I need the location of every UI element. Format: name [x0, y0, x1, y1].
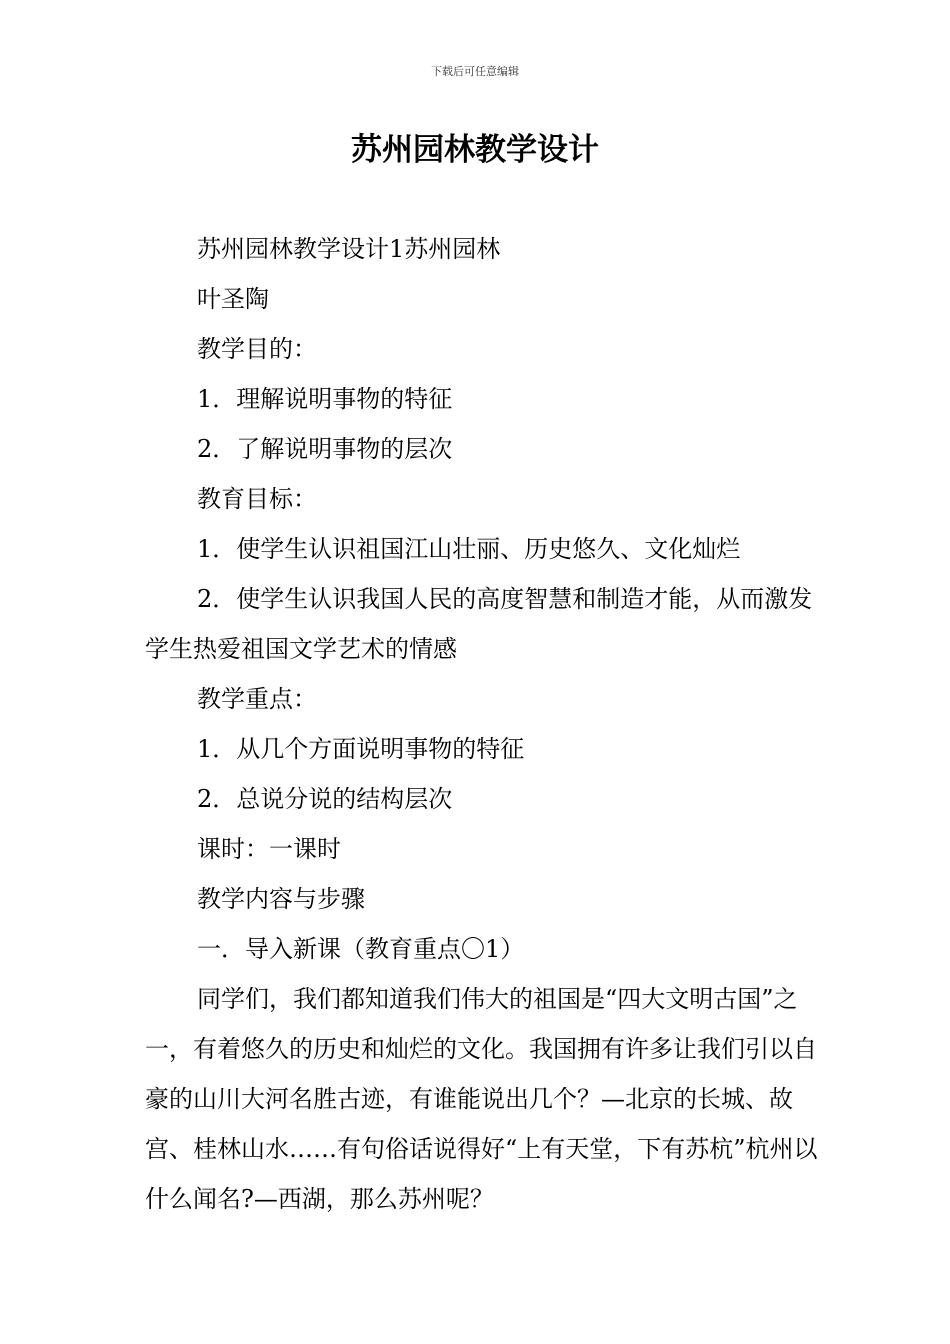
paragraph-education-goal-heading: 教育目标：: [197, 485, 317, 513]
paragraph-step-1-heading: 一．导入新课（教育重点〇1）: [197, 935, 525, 963]
header-note: 下载后可任意编辑: [431, 65, 519, 78]
paragraph-author: 叶圣陶: [197, 285, 269, 313]
paragraph-teaching-goal-heading: 教学目的：: [197, 335, 317, 363]
paragraph-content-steps: 教学内容与步骤: [197, 885, 365, 913]
document-body: [145, 224, 825, 1224]
paragraph-key-points-heading: 教学重点：: [197, 685, 317, 713]
paragraph-lesson-heading: 苏州园林教学设计1苏州园林: [197, 235, 501, 263]
paragraph-class-hours: 课时：一课时: [197, 835, 341, 863]
paragraph-education-goal-2: 2．使学生认识我国人民的高度智慧和制造才能，从而激发学生热爱祖国文学艺术的情感: [145, 585, 813, 663]
paragraph-education-goal-1: 1．使学生认识祖国江山壮丽、历史悠久、文化灿烂: [197, 535, 741, 563]
paragraph-teaching-goal-2: 2．了解说明事物的层次: [197, 435, 453, 463]
document-title: 苏州园林教学设计: [351, 132, 599, 168]
paragraph-introduction: 同学们，我们都知道我们伟大的祖国是“四大文明古国”之一，有着悠久的历史和灿烂的文化。我国拥有许多让我们引以自豪的山川大河名胜古迹，有谁能说出几个？—北京的长城、故宫、桂林山水……有句俗话说得好“上有天堂，下有苏杭”杭州以什么闻名?—西湖，那么苏州呢？: [145, 985, 818, 1213]
paragraph-teaching-goal-1: 1．理解说明事物的特征: [197, 385, 453, 413]
paragraph-key-point-1: 1．从几个方面说明事物的特征: [197, 735, 525, 763]
paragraph-key-point-2: 2．总说分说的结构层次: [197, 785, 453, 813]
